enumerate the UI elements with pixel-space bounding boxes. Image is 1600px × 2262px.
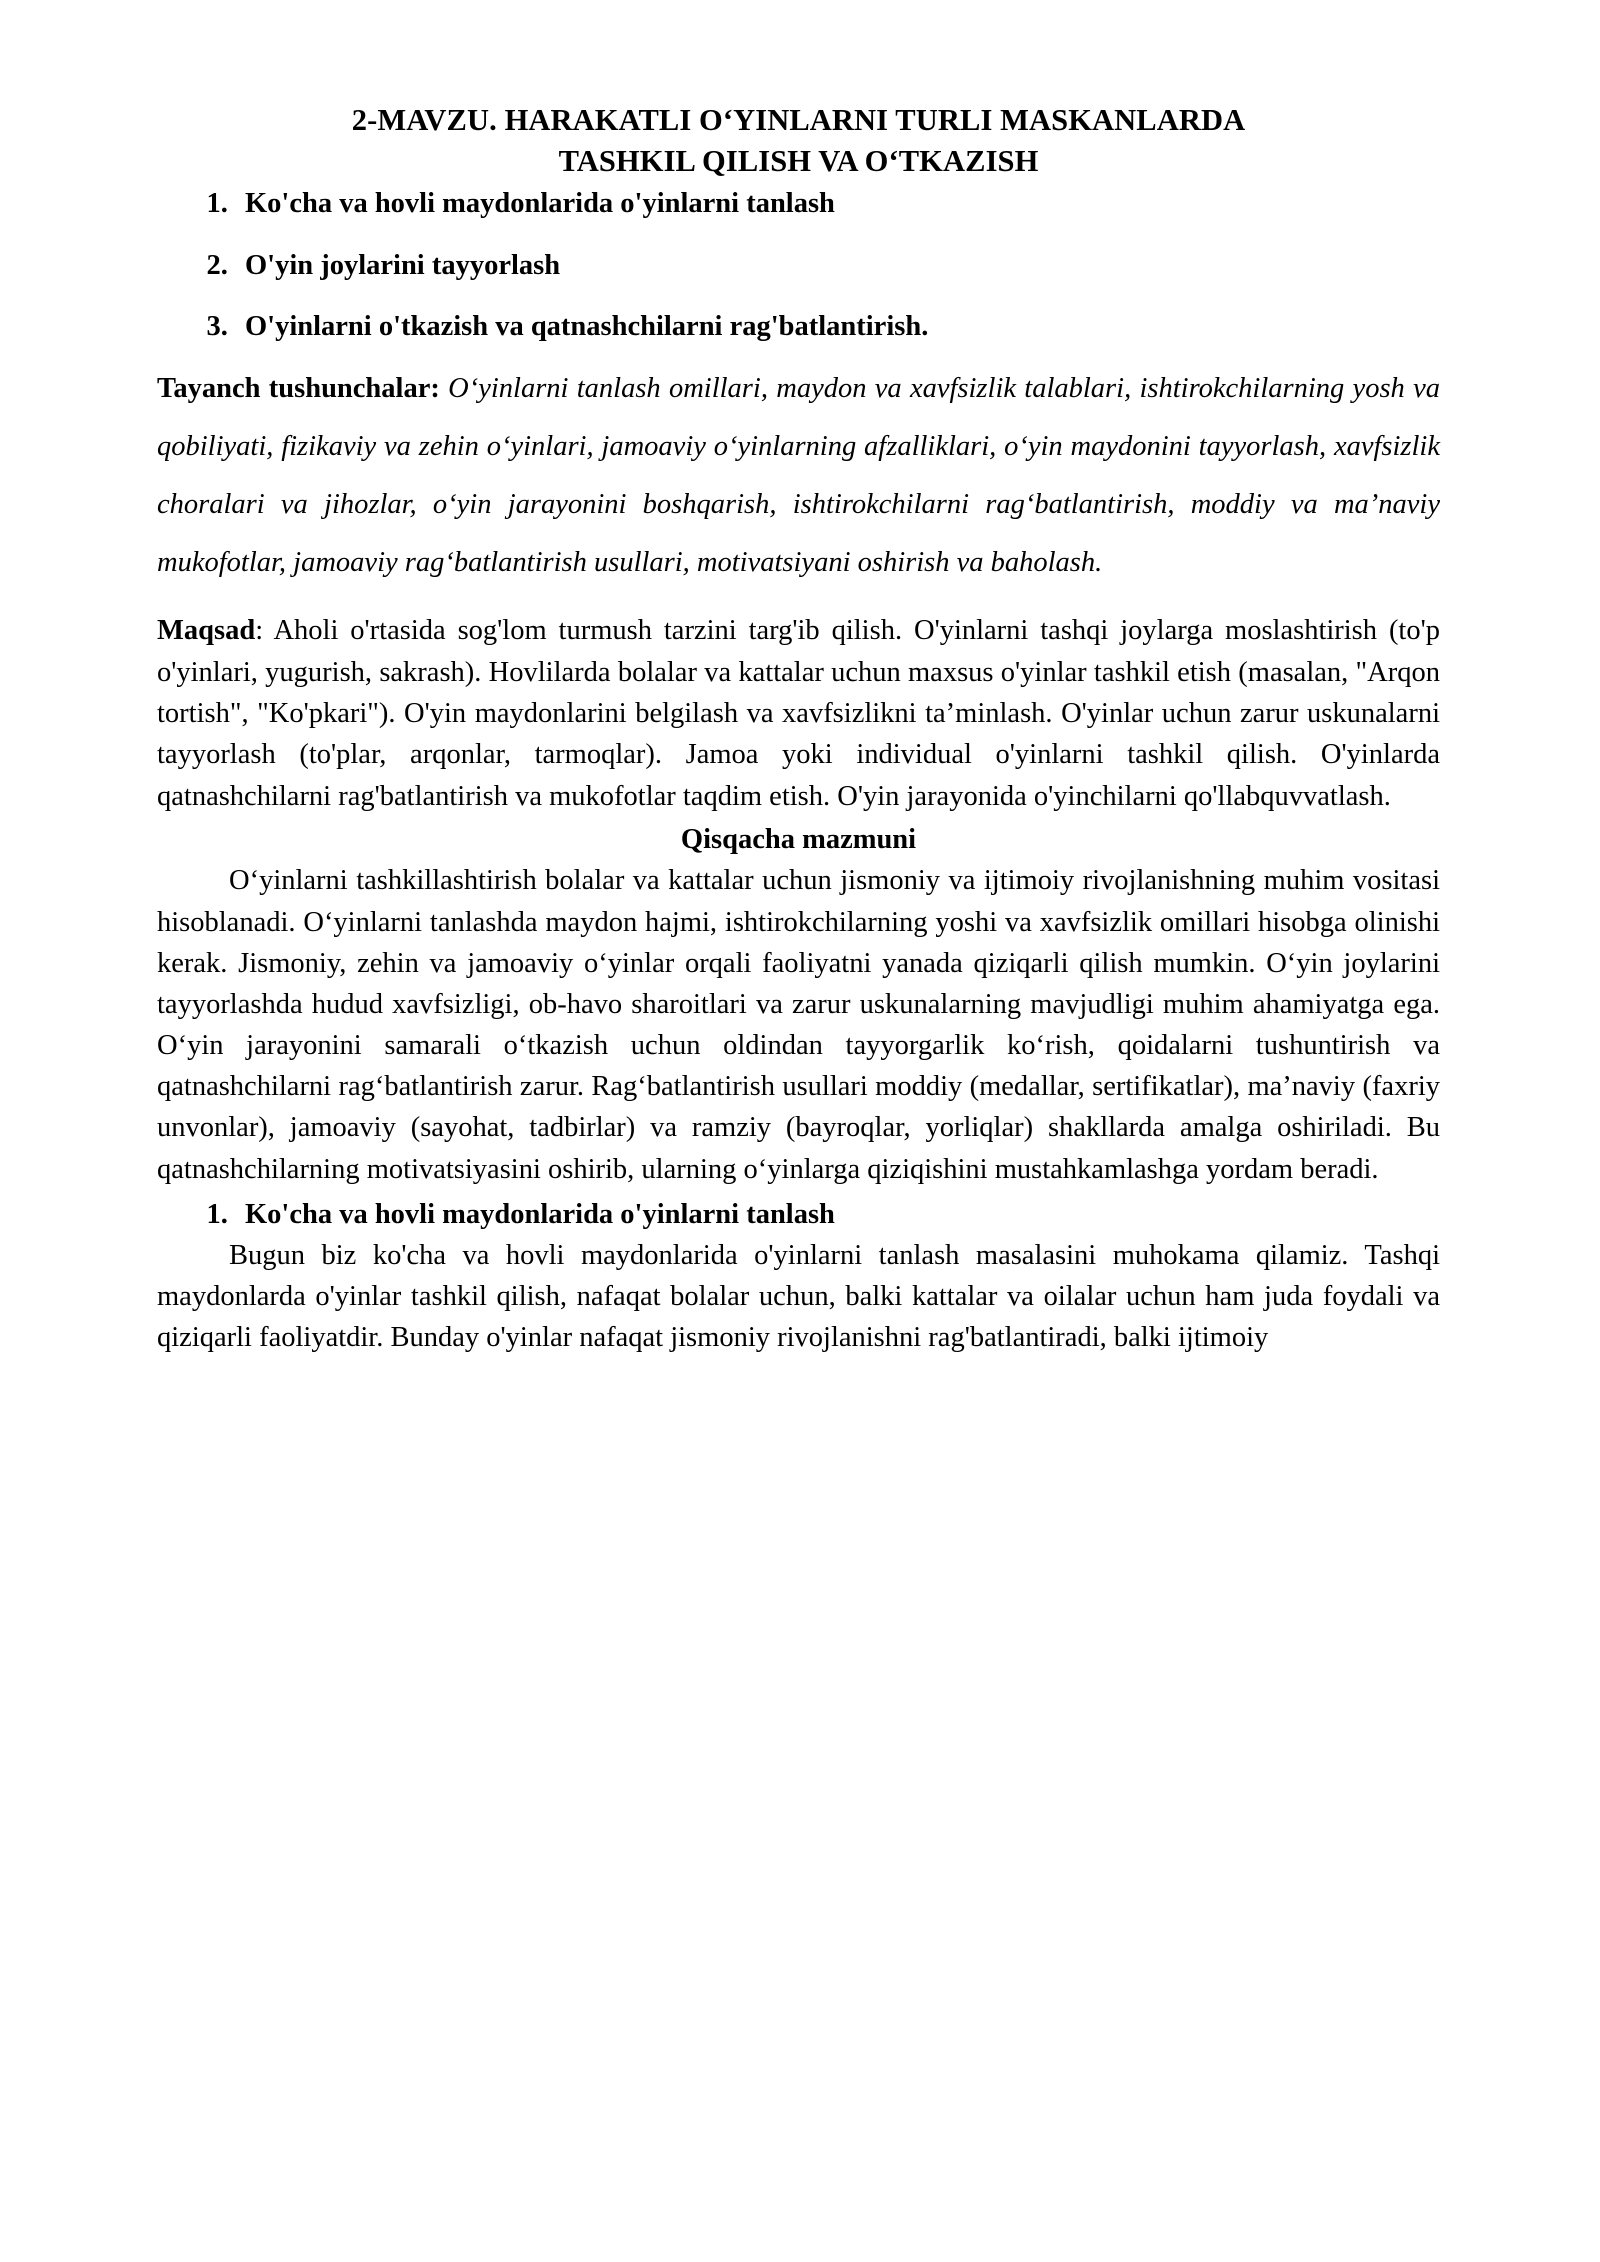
purpose-paragraph (157, 610, 1440, 817)
purpose-text: Aholi o'rtasida sog'lom turmush tarzini targ'ib qilish. O'yinlarni tashqi joylarga moslashtirish (to'p o'yinlari, yugurish, sakrash). Hovlilarda bolalar va kattalar uchun maxsus o'yinlar tashkil etish (masalan, "Arqon tortish", "Ko'pkari"). O'yin maydonlarini belgilash va xavfsizlikni ta’minlash. O'yinlar uchun zarur uskunalarni tayyorlash (to'plar, arqonlar, tarmoqlar). Jamoa yoki individual o'yinlarni tashkil qilish. O'yinlarda qatnashchilarni rag'batlantirish va mukofotlar taqdim etish. O'yin jarayonida o'yinchilarni qo'llabquvvatlash. (157, 615, 1440, 812)
keywords-paragraph (157, 360, 1440, 593)
purpose-separator: : (255, 615, 274, 647)
keywords-text: O‘yinlarni tanlash omillari, maydon va xavfsizlik talablari, ishtirokchilarning yosh va qobiliyati, fizikaviy va zehin o‘yinlari, jamoaviy o‘yinlarning afzalliklari, o‘yin maydonini tayyorlash, xavfsizlik choralari va jihozlar, o‘yin jarayonini boshqarish, ishtirokchilarni rag‘batlantirish, moddiy va ma’naviy mukofotlar, jamoaviy rag‘batlantirish usullari, motivatsiyani oshirish va baholash. (157, 372, 1440, 579)
keywords-label: Tayanch tushunchalar: (157, 372, 440, 404)
section-1-paragraph: Bugun biz ko'cha va hovli maydonlarida o'yinlarni tanlash masalasini muhokama qilamiz. Tashqi maydonlarda o'yinlar tashkil qilish, nafaqat bolalar uchun, balki kattalar va oilalar uchun ham juda foydali va qiziqarli faoliyatdir. Bunday o'yinlar nafaqat jismoniy rivojlanishni rag'batlantiradi, balki ijtimoiy (157, 1240, 1440, 1354)
summary-heading: Qisqacha mazmuni (680, 824, 917, 856)
table-of-contents (157, 185, 1440, 346)
toc-item: 2. O'yin joylarini tayyorlash (235, 247, 1440, 285)
section-1-heading-list (157, 1194, 1440, 1235)
page-title (157, 100, 1440, 181)
toc-item: 3. O'yinlarni o'tkazish va qatnashchilarni rag'batlantirish. (235, 308, 1440, 346)
purpose-label: Maqsad (157, 615, 256, 647)
summary-paragraph: O‘yinlarni tashkillashtirish bolalar va kattalar uchun jismoniy va ijtimoiy rivojlanishning muhim vositasi hisoblanadi. O‘yinlarni tanlashda maydon hajmi, ishtirokchilarning yoshi va xavfsizlik omillari hisobga olinishi kerak. Jismoniy, zehin va jamoaviy o‘yinlar orqali faoliyatni yanada qiziqarli qilish mumkin. O‘yin joylarini tayyorlashda hudud xavfsizligi, ob-havo sharoitlari va zarur uskunalarning mavjudligi muhim ahamiyatga ega. O‘yin jarayonini samarali o‘tkazish uchun oldindan tayyorgarlik ko‘rish, qoidalarni tushuntirish va qatnashchilarni rag‘batlantirish zarur. Rag‘batlantirish usullari moddiy (medallar, sertifikatlar), ma’naviy (faxriy unvonlar), jamoaviy (sayohat, tadbirlar) va ramziy (bayroqlar, yorliqlar) shakllarda amalga oshiriladi. Bu qatnashchilarning motivatsiyasini oshirib, ularning o‘yinlarga qiziqishini mustahkamlashga yordam beradi. (157, 865, 1440, 1185)
toc-item: 1. Ko'cha va hovli maydonlarida o'yinlarni tanlash (235, 185, 1440, 223)
page-title-line-1: 2-MAVZU. HARAKATLI O‘YINLARNI TURLI MASKANLARDA (351, 103, 1246, 137)
section-1-heading: 1. Ko'cha va hovli maydonlarida o'yinlarni tanlash (235, 1194, 1440, 1235)
page-title-line-2: TASHKIL QILISH VA O‘TKAZISH (558, 143, 1039, 178)
